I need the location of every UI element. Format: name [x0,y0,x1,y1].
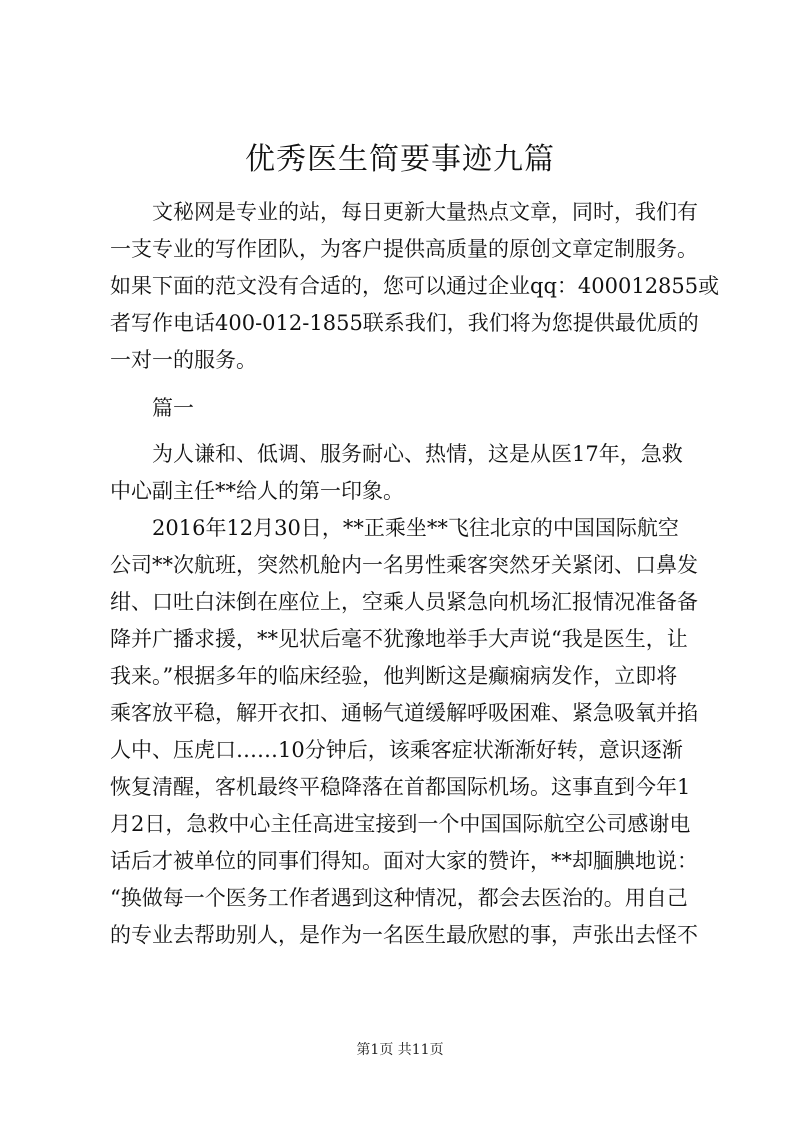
document-title: 优秀医生简要事迹九篇 [245,142,555,177]
page-number-footer: 第1页 共11页 [356,1042,444,1058]
body-line: 如果下面的范文没有合适的，您可以通过企业qq：400012855或 [110,274,720,298]
body-line: 降并广播求援，**见状后毫不犹豫地举手大声说“我是医生，让 [110,627,688,651]
body-line: 者写作电话400-012-1855联系我们，我们将为您提供最优质的 [110,311,699,335]
body-line: “换做每一个医务工作者遇到这种情况，都会去医治的。用自己 [110,886,688,910]
body-line: 一对一的服务。 [110,348,257,372]
body-line: 的专业去帮助别人，是作为一名医生最欣慰的事，声张出去怪不 [110,923,698,947]
body-line: 我来。”根据多年的临床经验，他判断这是癫痫病发作，立即将 [110,664,678,688]
body-line: 绀、口吐白沫倒在座位上，空乘人员紧急向机场汇报情况准备备 [110,590,698,614]
section-heading: 篇一 [110,396,194,420]
body-line: 恢复清醒，客机最终平稳降落在首都国际机场。这事直到今年1 [110,775,691,799]
body-line: 月2日，急救中心主任高进宝接到一个中国国际航空公司感谢电 [110,812,691,836]
body-line: 乘客放平稳，解开衣扣、通畅气道缓解呼吸困难、紧急吸氧并掐 [110,701,698,725]
body-line: 一支专业的写作团队，为客户提供高质量的原创文章定制服务。 [110,237,698,261]
body-line: 话后才被单位的同事们得知。面对大家的赞许，**却腼腆地说： [110,849,698,873]
body-line: 公司**次航班，突然机舱内一名男性乘客突然牙关紧闭、口鼻发 [110,553,698,577]
body-line: 为人谦和、低调、服务耐心、热情，这是从医17年，急救 [110,442,683,466]
body-line: 人中、压虎口……10分钟后，该乘客症状渐渐好转，意识逐渐 [110,738,683,762]
body-line: 2016年12月30日，**正乘坐**飞往北京的中国国际航空 [110,516,679,540]
body-line: 中心副主任**给人的第一印象。 [110,479,404,503]
body-line: 文秘网是专业的站，每日更新大量热点文章，同时，我们有 [110,200,698,224]
